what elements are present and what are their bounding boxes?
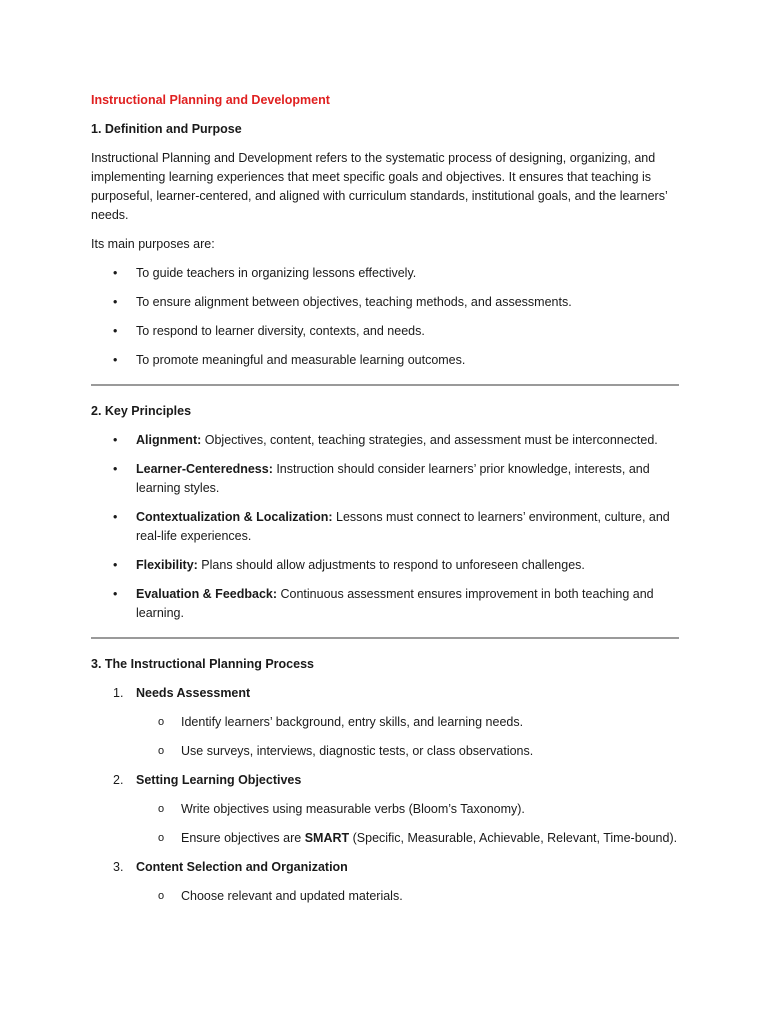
step-sublist: [136, 713, 679, 761]
bullet-icon: •: [113, 462, 118, 476]
section-heading-key-principles: 2. Key Principles: [91, 404, 192, 418]
list-item-text: Write objectives using measurable verbs (Bloom’s Taxonomy).: [181, 802, 525, 816]
list-item: [91, 460, 679, 498]
list-item-text: To guide teachers in organizing lessons effectively.: [136, 266, 417, 280]
list-item: [91, 585, 679, 623]
list-item: [91, 264, 679, 283]
bullet-icon: •: [113, 295, 118, 309]
list-item: [91, 556, 679, 575]
bullet-icon: •: [113, 587, 118, 601]
list-item: [136, 713, 679, 732]
purposes-intro: Its main purposes are:: [91, 237, 215, 251]
section-divider: [91, 637, 679, 639]
principle-text: Continuous assessment ensures improvement in both teaching and learning.: [136, 587, 654, 620]
list-item: [91, 322, 679, 341]
step-title: Content Selection and Organization: [136, 860, 348, 874]
principle-term: Flexibility:: [136, 558, 198, 572]
list-item: [91, 431, 679, 450]
list-item: [91, 508, 679, 546]
list-item-text: To respond to learner diversity, contexts, and needs.: [136, 324, 425, 338]
step-number: 1.: [113, 686, 124, 700]
principle-term: Contextualization & Localization:: [136, 510, 333, 524]
bullet-icon: •: [113, 510, 118, 524]
list-item-text: Choose relevant and updated materials.: [181, 889, 403, 903]
smart-keyword: SMART: [304, 831, 350, 845]
process-steps-list: [91, 684, 679, 906]
list-item: [136, 800, 679, 819]
list-item: [136, 887, 679, 906]
principle-text: Instruction should consider learners’ prior knowledge, interests, and learning styles.: [136, 462, 650, 495]
circle-bullet-icon: o: [158, 716, 165, 728]
list-item-text-pre: Ensure objectives are: [181, 831, 305, 845]
list-item-text: Use surveys, interviews, diagnostic tests, or class observations.: [181, 744, 534, 758]
list-item: [91, 351, 679, 370]
principle-text: Objectives, content, teaching strategies, and assessment must be interconnected.: [201, 433, 658, 447]
step-number: 2.: [113, 773, 124, 787]
step-title: Needs Assessment: [136, 686, 251, 700]
definition-paragraph: Instructional Planning and Development refers to the systematic process of designing, organizing, and implementing learning experiences that meet specific goals and objectives. It ensures that teaching is purposeful, learner-centered, and aligned with curriculum standards, institutional goals, and the learners’ needs.: [91, 151, 668, 222]
list-item-text: To ensure alignment between objectives, teaching methods, and assessments.: [136, 295, 572, 309]
list-item: [136, 742, 679, 761]
list-item-text: Identify learners’ background, entry skills, and learning needs.: [181, 715, 524, 729]
bullet-icon: •: [113, 266, 118, 280]
circle-bullet-icon: o: [158, 890, 165, 902]
section-heading-definition: 1. Definition and Purpose: [91, 122, 242, 136]
process-step: [91, 858, 679, 906]
purposes-list: [91, 264, 679, 370]
list-item-text-post: (Specific, Measurable, Achievable, Relevant, Time-bound).: [349, 831, 678, 845]
list-item-text: To promote meaningful and measurable learning outcomes.: [136, 353, 466, 367]
bullet-icon: •: [113, 558, 118, 572]
section-divider: [91, 384, 679, 386]
principles-list: [91, 431, 679, 623]
list-item: [136, 829, 679, 848]
section-heading-planning-process: 3. The Instructional Planning Process: [91, 657, 314, 671]
step-sublist: [136, 800, 679, 848]
document-title: Instructional Planning and Development: [91, 93, 330, 107]
principle-text: Lessons must connect to learners’ environment, culture, and real-life experiences.: [136, 510, 670, 543]
bullet-icon: •: [113, 433, 118, 447]
circle-bullet-icon: o: [158, 803, 165, 815]
circle-bullet-icon: o: [158, 832, 165, 844]
principle-text: Plans should allow adjustments to respond to unforeseen challenges.: [197, 558, 585, 572]
document-page: [91, 91, 679, 916]
list-item: [91, 293, 679, 312]
circle-bullet-icon: o: [158, 745, 165, 757]
step-sublist: [136, 887, 679, 906]
step-title: Setting Learning Objectives: [136, 773, 302, 787]
principle-term: Evaluation & Feedback:: [136, 587, 278, 601]
principle-term: Learner-Centeredness:: [136, 462, 273, 476]
bullet-icon: •: [113, 353, 118, 367]
bullet-icon: •: [113, 324, 118, 338]
process-step: [91, 684, 679, 761]
principle-term: Alignment:: [136, 433, 202, 447]
process-step: [91, 771, 679, 848]
step-number: 3.: [113, 860, 124, 874]
